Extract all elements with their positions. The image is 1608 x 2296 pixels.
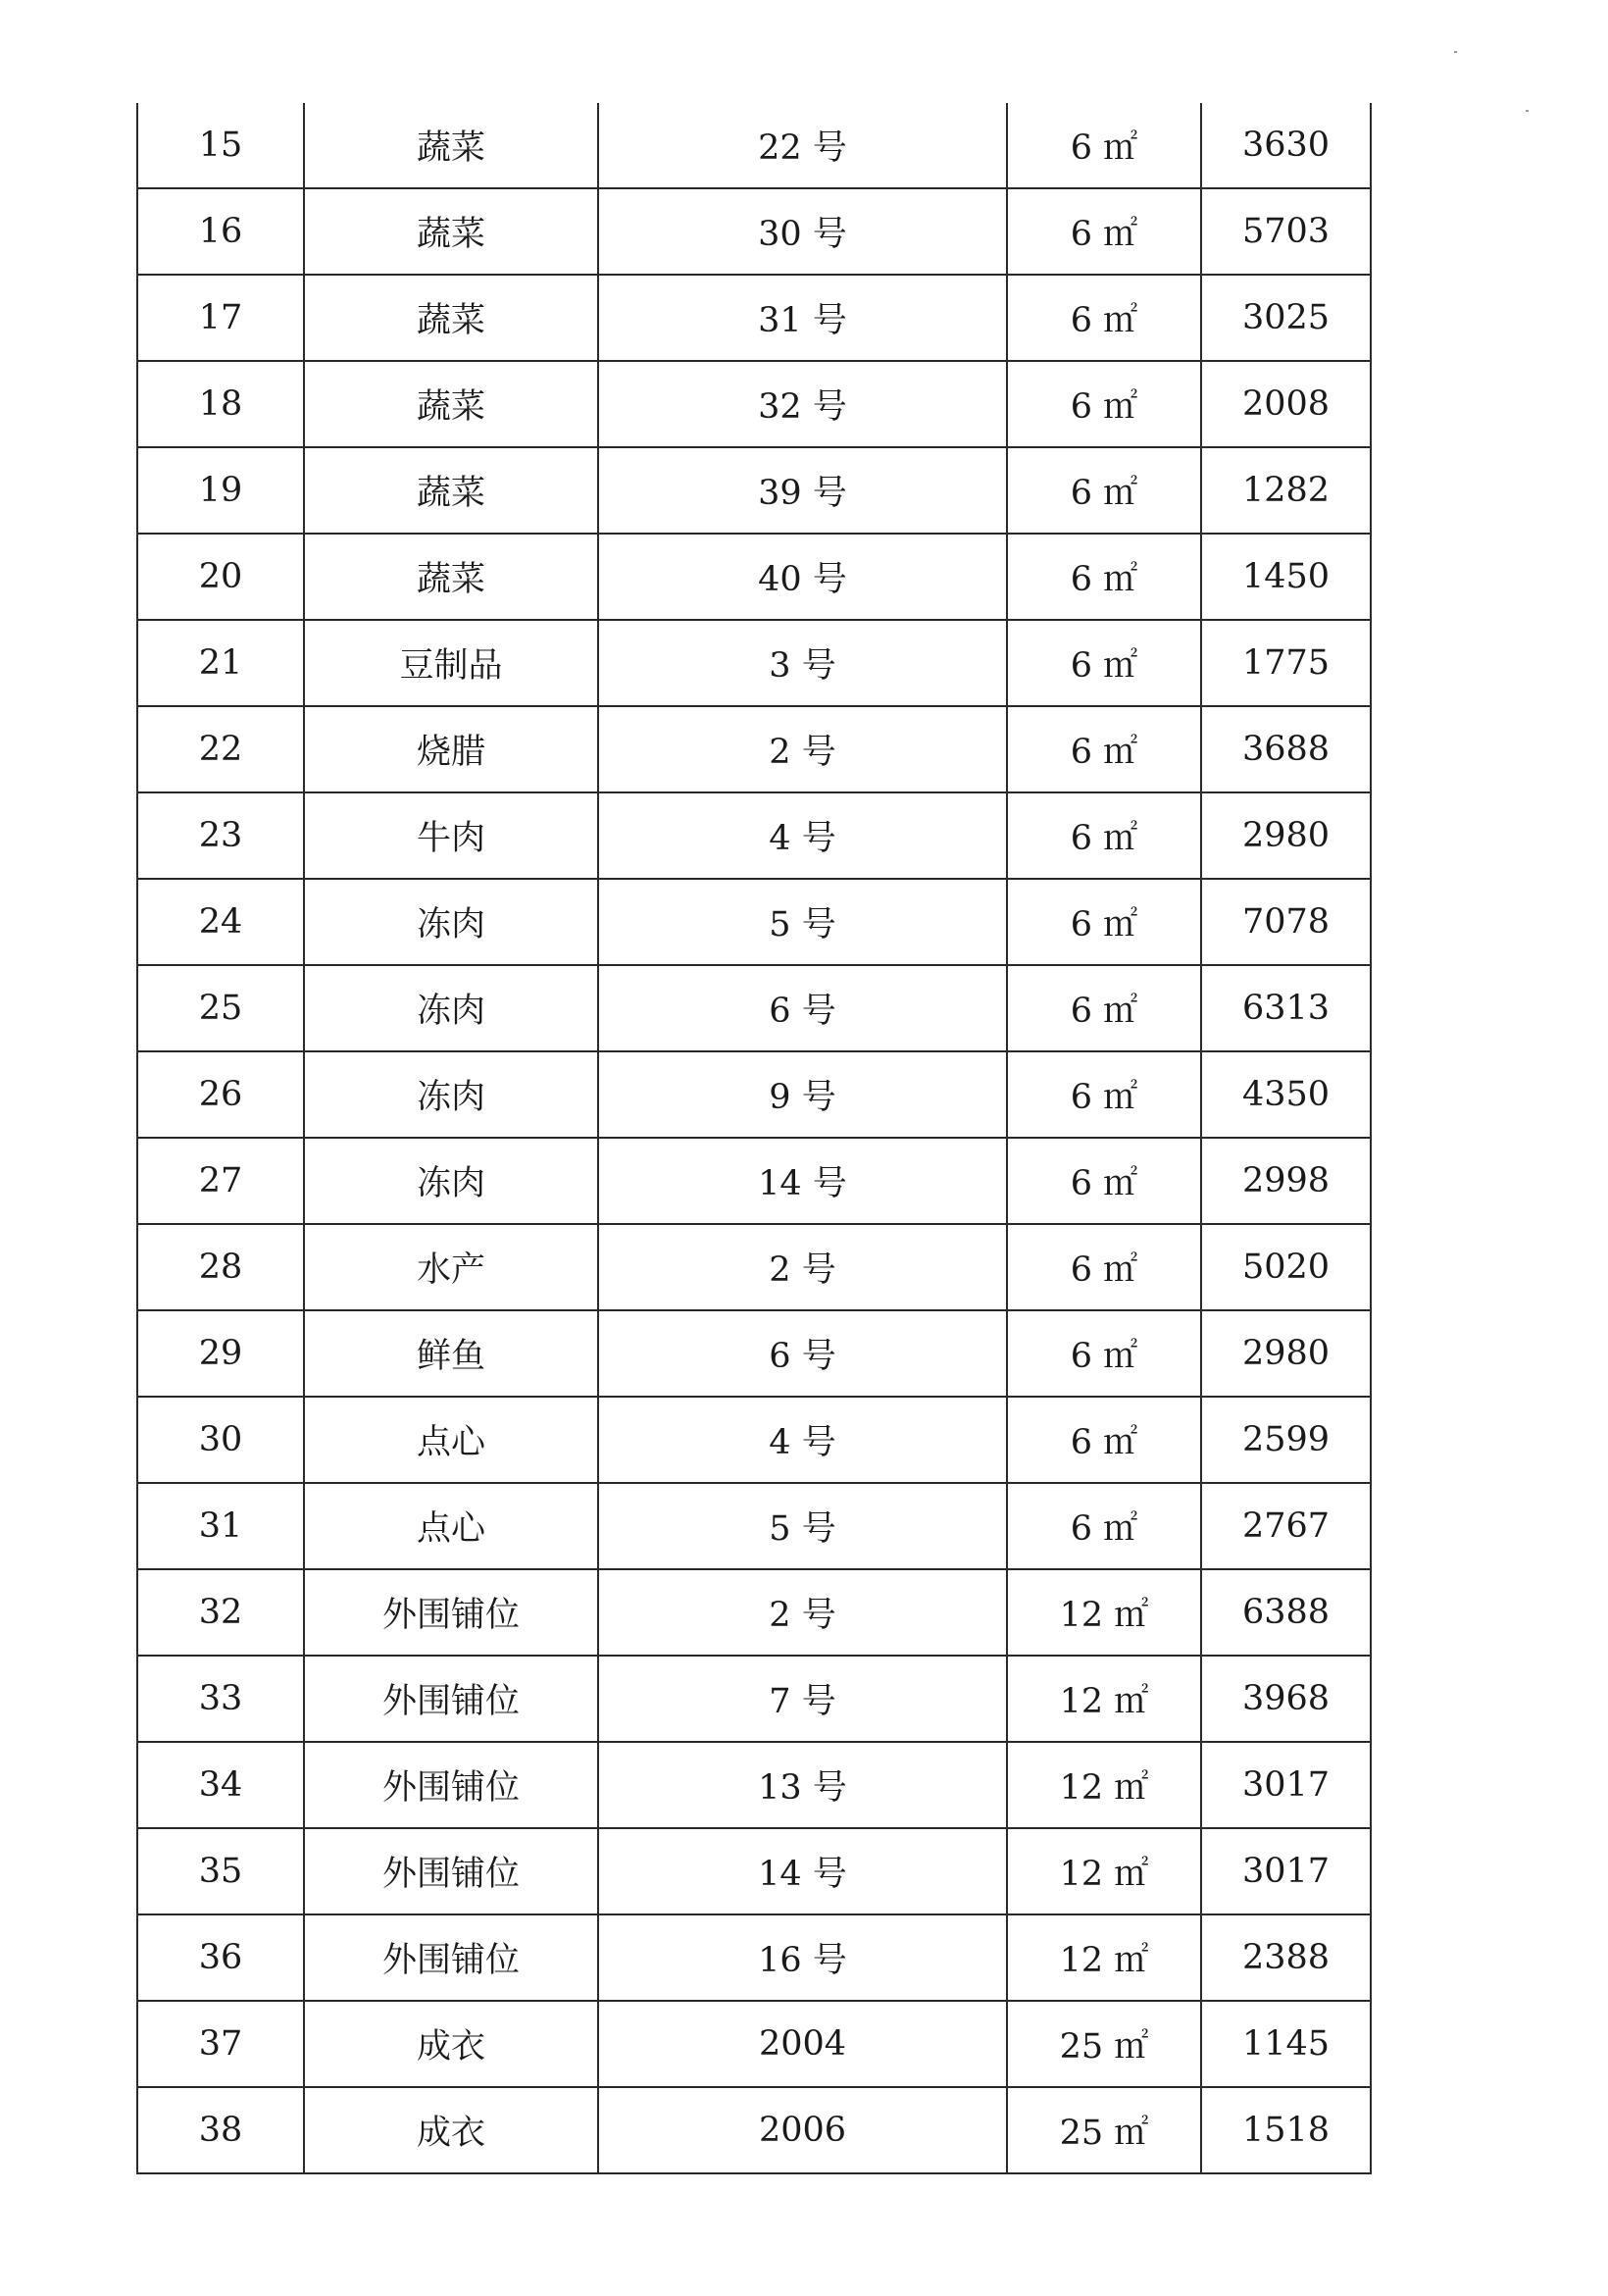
row-number-cell: 16 [137, 188, 304, 275]
category-cell: 成衣 [304, 2087, 598, 2173]
row-number-cell: 29 [137, 1310, 304, 1397]
price-cell: 1145 [1201, 2001, 1371, 2087]
stall-number-cell: 22 号 [598, 103, 1007, 188]
stall-table [136, 103, 1372, 2174]
price-cell: 5703 [1201, 188, 1371, 275]
area-cell: 12 ㎡ [1007, 1914, 1201, 2001]
area-cell: 12 ㎡ [1007, 1656, 1201, 1742]
price-cell: 3017 [1201, 1742, 1371, 1828]
area-cell: 6 ㎡ [1007, 1224, 1201, 1310]
price-cell: 3017 [1201, 1828, 1371, 1914]
category-cell: 水产 [304, 1224, 598, 1310]
category-cell: 蔬菜 [304, 275, 598, 361]
table-row [137, 2001, 1371, 2087]
category-cell: 蔬菜 [304, 361, 598, 447]
area-cell: 25 ㎡ [1007, 2001, 1201, 2087]
category-cell: 蔬菜 [304, 103, 598, 188]
row-number-cell: 32 [137, 1569, 304, 1656]
area-cell: 6 ㎡ [1007, 1483, 1201, 1569]
table-row [137, 447, 1371, 534]
category-cell: 外围铺位 [304, 1742, 598, 1828]
price-cell: 2767 [1201, 1483, 1371, 1569]
row-number-cell: 19 [137, 447, 304, 534]
category-cell: 冻肉 [304, 1138, 598, 1224]
row-number-cell: 37 [137, 2001, 304, 2087]
area-cell: 6 ㎡ [1007, 1397, 1201, 1483]
area-cell: 6 ㎡ [1007, 275, 1201, 361]
table-row [137, 620, 1371, 706]
category-cell: 外围铺位 [304, 1656, 598, 1742]
category-cell: 蔬菜 [304, 188, 598, 275]
category-cell: 豆制品 [304, 620, 598, 706]
table-row [137, 188, 1371, 275]
category-cell: 蔬菜 [304, 447, 598, 534]
area-cell: 6 ㎡ [1007, 361, 1201, 447]
stall-number-cell: 3 号 [598, 620, 1007, 706]
stall-number-cell: 2006 [598, 2087, 1007, 2173]
stall-number-cell: 39 号 [598, 447, 1007, 534]
row-number-cell: 15 [137, 103, 304, 188]
stall-number-cell: 4 号 [598, 792, 1007, 879]
table-row [137, 1483, 1371, 1569]
stall-number-cell: 5 号 [598, 879, 1007, 965]
row-number-cell: 24 [137, 879, 304, 965]
price-cell: 2998 [1201, 1138, 1371, 1224]
area-cell: 6 ㎡ [1007, 965, 1201, 1051]
stall-number-cell: 14 号 [598, 1138, 1007, 1224]
stall-number-cell: 6 号 [598, 1310, 1007, 1397]
table-row [137, 1828, 1371, 1914]
price-cell: 2980 [1201, 792, 1371, 879]
table-row [137, 1569, 1371, 1656]
price-cell: 1775 [1201, 620, 1371, 706]
area-cell: 6 ㎡ [1007, 792, 1201, 879]
price-cell: 6313 [1201, 965, 1371, 1051]
price-cell: 3968 [1201, 1656, 1371, 1742]
table-row [137, 706, 1371, 792]
area-cell: 12 ㎡ [1007, 1569, 1201, 1656]
price-cell: 1518 [1201, 2087, 1371, 2173]
stall-number-cell: 2 号 [598, 1569, 1007, 1656]
stall-number-cell: 2 号 [598, 1224, 1007, 1310]
price-cell: 2980 [1201, 1310, 1371, 1397]
area-cell: 12 ㎡ [1007, 1828, 1201, 1914]
stall-number-cell: 7 号 [598, 1656, 1007, 1742]
area-cell: 6 ㎡ [1007, 188, 1201, 275]
price-cell: 2599 [1201, 1397, 1371, 1483]
category-cell: 蔬菜 [304, 534, 598, 620]
area-cell: 6 ㎡ [1007, 1138, 1201, 1224]
row-number-cell: 28 [137, 1224, 304, 1310]
area-cell: 6 ㎡ [1007, 103, 1201, 188]
table-row [137, 2087, 1371, 2173]
table-row [137, 361, 1371, 447]
row-number-cell: 35 [137, 1828, 304, 1914]
table-row [137, 534, 1371, 620]
stall-number-cell: 4 号 [598, 1397, 1007, 1483]
price-cell: 5020 [1201, 1224, 1371, 1310]
table-row [137, 1051, 1371, 1138]
stall-number-cell: 2 号 [598, 706, 1007, 792]
table-row [137, 275, 1371, 361]
area-cell: 6 ㎡ [1007, 879, 1201, 965]
category-cell: 外围铺位 [304, 1914, 598, 2001]
area-cell: 12 ㎡ [1007, 1742, 1201, 1828]
stall-number-cell: 14 号 [598, 1828, 1007, 1914]
table-body [137, 103, 1371, 2173]
table-row [137, 965, 1371, 1051]
category-cell: 牛肉 [304, 792, 598, 879]
price-cell: 4350 [1201, 1051, 1371, 1138]
row-number-cell: 21 [137, 620, 304, 706]
price-cell: 7078 [1201, 879, 1371, 965]
price-cell: 2388 [1201, 1914, 1371, 2001]
table-row [137, 103, 1371, 188]
row-number-cell: 30 [137, 1397, 304, 1483]
category-cell: 点心 [304, 1483, 598, 1569]
table-row [137, 1138, 1371, 1224]
stall-number-cell: 32 号 [598, 361, 1007, 447]
price-cell: 3025 [1201, 275, 1371, 361]
category-cell: 鲜鱼 [304, 1310, 598, 1397]
table-row [137, 1656, 1371, 1742]
table-row [137, 879, 1371, 965]
table-row [137, 1914, 1371, 2001]
stall-table-container [136, 103, 1370, 2174]
price-cell: 6388 [1201, 1569, 1371, 1656]
stall-number-cell: 16 号 [598, 1914, 1007, 2001]
area-cell: 6 ㎡ [1007, 1051, 1201, 1138]
category-cell: 冻肉 [304, 965, 598, 1051]
table-row [137, 1397, 1371, 1483]
area-cell: 6 ㎡ [1007, 447, 1201, 534]
row-number-cell: 27 [137, 1138, 304, 1224]
row-number-cell: 25 [137, 965, 304, 1051]
row-number-cell: 33 [137, 1656, 304, 1742]
area-cell: 6 ㎡ [1007, 706, 1201, 792]
category-cell: 冻肉 [304, 879, 598, 965]
area-cell: 6 ㎡ [1007, 534, 1201, 620]
area-cell: 25 ㎡ [1007, 2087, 1201, 2173]
category-cell: 冻肉 [304, 1051, 598, 1138]
category-cell: 烧腊 [304, 706, 598, 792]
category-cell: 成衣 [304, 2001, 598, 2087]
stall-number-cell: 30 号 [598, 188, 1007, 275]
row-number-cell: 23 [137, 792, 304, 879]
row-number-cell: 20 [137, 534, 304, 620]
category-cell: 外围铺位 [304, 1828, 598, 1914]
price-cell: 1450 [1201, 534, 1371, 620]
row-number-cell: 31 [137, 1483, 304, 1569]
stall-number-cell: 2004 [598, 2001, 1007, 2087]
table-row [137, 792, 1371, 879]
row-number-cell: 22 [137, 706, 304, 792]
table-row [137, 1742, 1371, 1828]
stall-number-cell: 6 号 [598, 965, 1007, 1051]
stall-number-cell: 40 号 [598, 534, 1007, 620]
row-number-cell: 38 [137, 2087, 304, 2173]
scan-speck [1526, 110, 1529, 112]
stall-number-cell: 5 号 [598, 1483, 1007, 1569]
row-number-cell: 26 [137, 1051, 304, 1138]
price-cell: 1282 [1201, 447, 1371, 534]
category-cell: 点心 [304, 1397, 598, 1483]
row-number-cell: 34 [137, 1742, 304, 1828]
area-cell: 6 ㎡ [1007, 620, 1201, 706]
category-cell: 外围铺位 [304, 1569, 598, 1656]
stall-number-cell: 13 号 [598, 1742, 1007, 1828]
table-row [137, 1310, 1371, 1397]
table-row [137, 1224, 1371, 1310]
price-cell: 2008 [1201, 361, 1371, 447]
row-number-cell: 17 [137, 275, 304, 361]
stall-number-cell: 31 号 [598, 275, 1007, 361]
scan-speck [1454, 51, 1457, 53]
row-number-cell: 36 [137, 1914, 304, 2001]
price-cell: 3688 [1201, 706, 1371, 792]
area-cell: 6 ㎡ [1007, 1310, 1201, 1397]
price-cell: 3630 [1201, 103, 1371, 188]
row-number-cell: 18 [137, 361, 304, 447]
stall-number-cell: 9 号 [598, 1051, 1007, 1138]
